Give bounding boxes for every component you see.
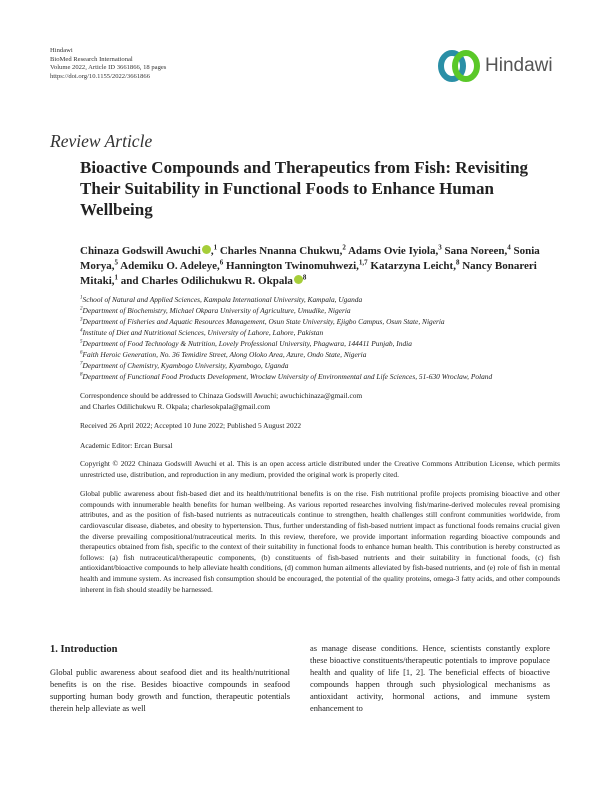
intro-column-left-wrap bbox=[50, 643, 290, 715]
author-affiliation-number: 8 bbox=[302, 273, 307, 282]
affiliation-text: Faith Heroic Generation, No. 36 Temidire Street, Along Oloko Area, Azure, Ondo State, Nigeria bbox=[82, 350, 367, 359]
publisher: Hindawi bbox=[50, 47, 73, 54]
front-matter bbox=[80, 157, 560, 595]
affiliation-text: Department of Chemistry, Kyambogo University, Kyambogo, Uganda bbox=[82, 361, 289, 370]
affiliation bbox=[80, 316, 560, 327]
affiliation-number: 5 bbox=[80, 339, 83, 345]
author-name: Sana Noreen bbox=[444, 245, 505, 257]
affiliation bbox=[80, 305, 560, 316]
orcid-icon[interactable] bbox=[202, 245, 211, 254]
affiliation-text: Institute of Diet and Nutritional Sciences, University of Lahore, Lahore, Pakistan bbox=[82, 328, 324, 337]
abstract: Global public awareness about fish-based diet and its health/nutritional benefits is on the rise. Fish nutritional profile projects promising bioactive and other compounds with innumerable health benefits for human wellbeing. As various reported researches involving fish/marine-derived molecules reveal promising attributes, and as the position of fish-based nutrients as nutraceuticals continue to strengthen, health challenges still confront communities worldwide, from cardiovascular disease, diabetes, and obesity to hypertension. Thus, further understanding of fish-based nutrient impact as functional foods remains crucial given the diverse prevailing compositional/nutraceutical merits. In this review, therefore, we provide important information regarding bioactive compounds and therapeutics obtained from fish, specific to the context of their suitability in functional foods to enhance human health. This contribution is hereby constructed as follows: (a) fish nutraceutical/therapeutic components, (b) constituents of fish-based nutrients and their suitability in functional foods, (c) fish antioxidant/bioactive compounds to help alleviate health conditions, (d) common human ailments alleviated by fish-based nutrients, and (e) role of fish in mental health and immune system. As increased fish consumption should be encouraged, the potential of the quality proteins, omega-3 fatty acids, and other compounds inherent in fish should steadily be harnessed. bbox=[80, 489, 560, 594]
affiliation-number: 1 bbox=[80, 295, 83, 301]
affiliation-text: School of Natural and Applied Sciences, Kampala International University, Kampala, Uganda bbox=[82, 295, 363, 304]
affiliation-text: Department of Functional Food Products Development, Wroclaw University of Environmental and Life Sciences, 51-630 Wroclaw, Poland bbox=[82, 372, 493, 381]
author-affiliation-number: 6 bbox=[219, 258, 224, 267]
affiliation-text: Department of Fisheries and Aquatic Resources Management, Osun State University, Ejigbo Campus, Osun State, Nigeria bbox=[82, 317, 445, 326]
affiliation-number: 4 bbox=[80, 328, 83, 334]
and-word: and bbox=[118, 275, 142, 287]
article-title: Bioactive Compounds and Therapeutics from Fish: Revisiting Their Suitability in Functional Foods to Enhance Human Wellbeing bbox=[80, 158, 529, 219]
affiliation-text: Department of Biochemistry, Michael Okpara University of Agriculture, Umudike, Nigeria bbox=[82, 306, 351, 315]
volume-info: Volume 2022, Article ID 3661866, 18 pages bbox=[50, 64, 167, 72]
affiliation bbox=[80, 294, 560, 305]
copyright: Copyright © 2022 Chinaza Godswill Awuchi et al. This is an open access article distributed under the Creative Commons Attribution License, which permits unrestricted use, distribution, and reproduction in any medium, provided the original work is properly cited. bbox=[80, 458, 560, 479]
affiliation-number: 3 bbox=[80, 317, 83, 323]
author-affiliation-number: 1 bbox=[114, 273, 119, 282]
author-name: Ademiku O. Adeleye bbox=[120, 260, 218, 272]
affiliation-number: 7 bbox=[80, 361, 83, 367]
affiliation bbox=[80, 349, 560, 360]
introduction bbox=[50, 643, 550, 715]
affiliation-text: Department of Food Technology & Nutrition, Lovely Professional University, Phagwara, 144411 Punjab, India bbox=[82, 339, 412, 348]
author-affiliation-number: 5 bbox=[114, 258, 119, 267]
affiliation bbox=[80, 360, 560, 371]
affiliations bbox=[80, 294, 560, 382]
logo-text: Hindawi bbox=[485, 55, 553, 76]
author-name: Nancy Bonareri Mitaki bbox=[80, 260, 537, 287]
journal-name: BioMed Research International bbox=[50, 55, 133, 63]
article-body bbox=[50, 131, 560, 715]
author-name: Katarzyna Leicht bbox=[370, 260, 454, 272]
correspondence-line: Correspondence should be addressed to Chinaza Godswill Awuchi; awuchichinaza@gmail.com bbox=[80, 391, 363, 400]
intro-column-left: Global public awareness about seafood diet and its health/nutritional benefits is on the rise. Besides bioactive compounds in seafood supporting human body growth and function, therapeutic potentials therein help alleviate as well bbox=[50, 668, 290, 714]
affiliation bbox=[80, 371, 520, 382]
author-name: Charles Odilichukwu R. Okpala bbox=[141, 275, 293, 287]
affiliation bbox=[80, 327, 560, 338]
journal-header bbox=[50, 47, 166, 81]
author-affiliation-number: 4 bbox=[507, 243, 511, 252]
section-heading: 1. Introduction bbox=[50, 644, 118, 656]
orcid-icon[interactable] bbox=[294, 275, 303, 284]
author-name: Sonia Morya bbox=[80, 245, 540, 272]
author-name: Hannington Twinomuhwezi bbox=[226, 260, 357, 272]
author-name: Chinaza Godswill Awuchi bbox=[80, 245, 201, 257]
author-list: Chinaza Godswill Awuchi ,$^1$ Charles Nnanna Chukwu,$^2$ Adams Ovie Iyiola,$^3$ Sana Noreen,$^4$ Sonia Morya,$^5$ Ademiku O. Adeleye,$^6$ Hannington Twinomuhwezi,$^{1,7}$ Katarzyna Leicht,$^8$ Nancy Bonareri Mitaki,$^1$ and Charles Odilichukwu R. Okpala $^8$ bbox=[80, 243, 540, 287]
affiliation-number: 2 bbox=[80, 306, 83, 312]
doi-link[interactable]: https://doi.org/10.1155/2022/3661866 bbox=[50, 72, 151, 80]
author-name: Adams Ovie Iyiola bbox=[348, 245, 436, 257]
author-affiliation-number: 1,7 bbox=[358, 258, 368, 267]
affiliation-number: 8 bbox=[80, 372, 83, 378]
author-affiliation-number: 8 bbox=[455, 258, 460, 267]
author-name: Charles Nnanna Chukwu bbox=[219, 245, 340, 257]
intro-column-right: as manage disease conditions. Hence, scientists constantly explore these bioactive constituents/therapeutic potentials to improve populace health and quality of life [1, 2]. The beneficial effects of bioactive compounds happen through such physiological mechanisms as antioxidant activity, hormonal actions, and immune system enhancement to bbox=[310, 644, 550, 714]
correspondence bbox=[80, 391, 560, 412]
affiliation-number: 6 bbox=[80, 350, 83, 356]
author-affiliation-number: 2 bbox=[342, 243, 346, 252]
article-type: Review Article bbox=[50, 131, 153, 151]
hindawi-logo bbox=[437, 49, 553, 83]
author-affiliation-number: 3 bbox=[438, 243, 442, 252]
author-affiliation-number: 1 bbox=[213, 243, 218, 252]
hindawi-logo-icon bbox=[437, 49, 481, 83]
dates: Received 26 April 2022; Accepted 10 June 2022; Published 5 August 2022 bbox=[80, 421, 302, 431]
correspondence-line: and Charles Odilichukwu R. Okpala; charlesokpala@gmail.com bbox=[80, 401, 271, 411]
academic-editor: Academic Editor: Ercan Bursal bbox=[80, 441, 173, 451]
affiliation bbox=[80, 338, 560, 349]
